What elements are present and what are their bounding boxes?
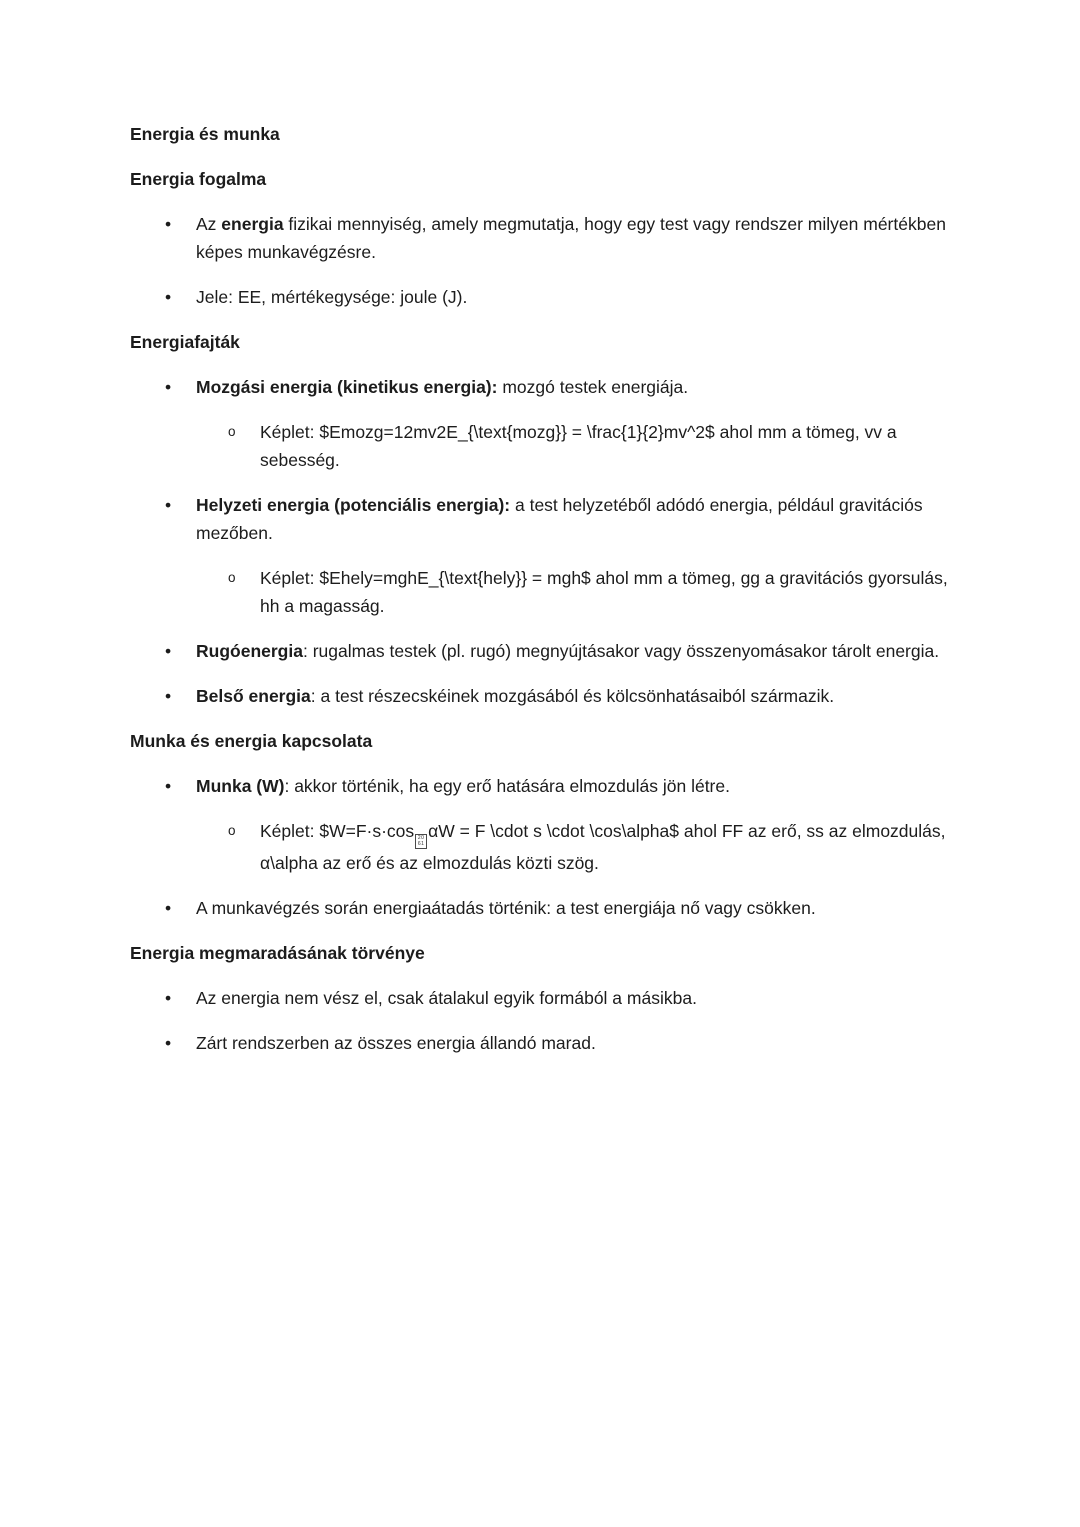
bullet-item — [130, 894, 955, 922]
bullet-item — [130, 984, 955, 1012]
bullet-text — [196, 287, 467, 307]
text-run: : akkor történik, ha egy erő hatására elmozdulás jön létre. — [284, 776, 730, 796]
section-heading-energia-fogalma: Energia fogalma — [130, 169, 267, 189]
bullet-text — [260, 568, 948, 616]
bullet-icon: • — [165, 495, 172, 515]
bullet-icon: • — [165, 1033, 172, 1053]
bullet-item — [130, 283, 955, 311]
bullet-text — [196, 214, 946, 262]
bullet-item — [130, 637, 955, 665]
circle-bullet-icon: o — [228, 424, 236, 439]
bullet-icon: • — [165, 776, 172, 796]
bullet-icon: • — [165, 686, 172, 706]
text-run: a test helyzetéből adódó energia, például gravitációs mezőben. — [196, 495, 923, 543]
bullet-text — [196, 988, 697, 1008]
bullet-icon: • — [165, 287, 172, 307]
missing-glyph-row: 20 — [417, 835, 425, 841]
sub-bullet-item — [130, 817, 955, 877]
text-run: Jele: EE, mértékegysége: joule (J). — [196, 287, 468, 307]
bullet-text — [196, 776, 730, 796]
bullet-icon: • — [165, 377, 172, 397]
bullet-icon: • — [165, 988, 172, 1008]
section-heading-energia-es-munka: Energia és munka — [130, 124, 280, 144]
text-run: : a test részecskéinek mozgásából és kölcsönhatásaiból származik. — [310, 686, 835, 706]
bullet-text — [196, 686, 834, 706]
section-heading-munka-es-energia-kapcsolata: Munka és energia kapcsolata — [130, 731, 373, 751]
bullet-text — [196, 641, 939, 661]
circle-bullet-icon: o — [228, 570, 236, 585]
circle-bullet-icon: o — [228, 823, 236, 838]
bullet-item — [130, 210, 955, 266]
text-run-bold: Munka (W) — [196, 776, 285, 796]
bullet-text — [196, 1033, 596, 1053]
bullet-text — [196, 377, 688, 397]
text-run-bold: energia — [221, 214, 284, 234]
text-run: Képlet: $Ehely=mghE_{\text{hely}} = mgh$ ahol mm a tömeg, gg a gravitációs gyorsulás, hh a magasság. — [260, 568, 948, 616]
bullet-item — [130, 772, 955, 800]
missing-glyph-row: 61 — [417, 840, 425, 847]
text-run-bold: Belső energia — [196, 686, 311, 706]
text-run-bold: Mozgási energia (kinetikus energia): — [196, 377, 498, 397]
bullet-item — [130, 491, 955, 547]
bullet-text — [260, 422, 897, 470]
text-run: Képlet: $Emozg=12mv2E_{\text{mozg}} = \frac{1}{2}mv^2$ ahol mm a tömeg, vv a sebesség. — [260, 422, 897, 470]
text-run: : rugalmas testek (pl. rugó) megnyújtásakor vagy összenyomásakor tárolt energia. — [302, 641, 940, 661]
text-run-bold: Helyzeti energia (potenciális energia): — [196, 495, 511, 515]
bullet-icon: • — [165, 641, 172, 661]
text-run: A munkavégzés során energiaátadás történik: a test energiája nő vagy csökken. — [196, 898, 816, 918]
text-run: Az — [196, 214, 222, 234]
text-run-bold: Rugóenergia — [196, 641, 303, 661]
text-run: αW = F \cdot s \cdot \cos\alpha$ ahol FF az erő, ss az elmozdulás, α\alpha az erő és az elmozdulás közti szög. — [260, 821, 946, 873]
sub-bullet-item — [130, 564, 955, 620]
text-run: fizikai mennyiség, amely megmutatja, hogy egy test vagy rendszer milyen mértékben képes munkavégzésre. — [196, 214, 946, 262]
text-run: Az energia nem vész el, csak átalakul egyik formából a másikba. — [196, 988, 697, 1008]
sub-bullet-item — [130, 418, 955, 474]
bullet-item — [130, 682, 955, 710]
bullet-icon: • — [165, 898, 172, 918]
section-heading-energiafajtak: Energiafajták — [130, 332, 240, 352]
missing-glyph-box — [415, 834, 427, 849]
bullet-item — [130, 1029, 955, 1057]
text-run: Képlet: $W=F·s·cos — [260, 821, 415, 841]
bullet-text — [196, 898, 816, 918]
bullet-text — [260, 821, 946, 873]
section-heading-energia-megmaradasanak-torvenye: Energia megmaradásának törvénye — [130, 943, 425, 963]
bullet-item — [130, 373, 955, 401]
bullet-icon: • — [165, 214, 172, 234]
text-run: mozgó testek energiája. — [497, 377, 689, 397]
bullet-text — [196, 495, 923, 543]
text-run: Zárt rendszerben az összes energia állandó marad. — [196, 1033, 596, 1053]
